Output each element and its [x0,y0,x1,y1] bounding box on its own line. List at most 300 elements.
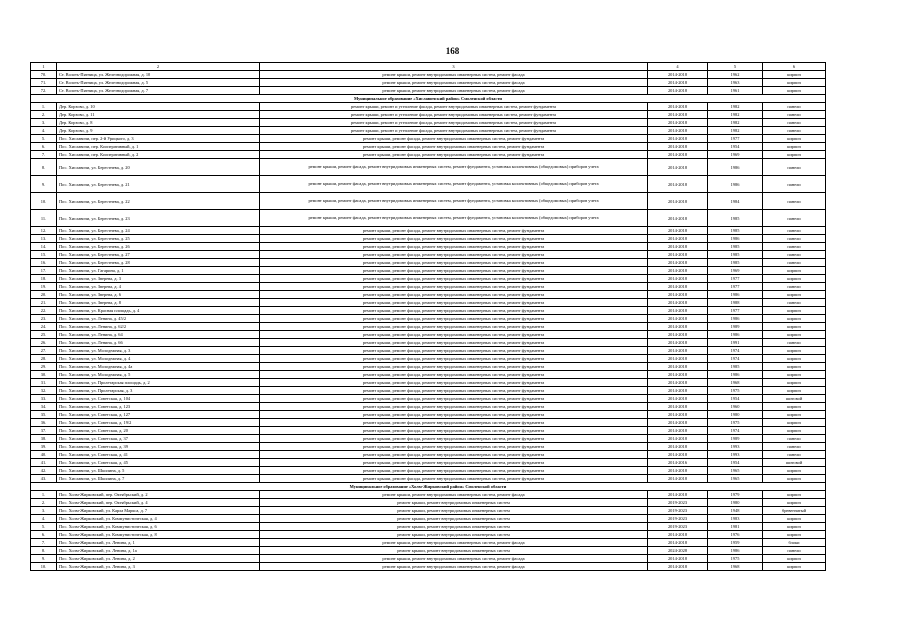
row-number: 24. [31,323,57,331]
work-type-cell: ремонт крыши, ремонт фасада, ремонт внутридомовых инженерных систем, ремонт фундамента [260,267,648,275]
build-year-cell: 1982 [708,127,763,135]
table-row [31,315,826,323]
address-cell: Пос. Хиславичи, ул. Советская, д. 123 [57,403,260,411]
build-year-cell: 1982 [708,119,763,127]
address-cell: Пос. Хиславичи, ул. Советская, д. 20 [57,427,260,435]
address-cell: Пос. Хиславичи, ул. Советская, д. 45 [57,459,260,467]
build-year-cell: 1965 [708,475,763,483]
build-year-cell: 1965 [708,467,763,475]
work-type-cell: ремонт крыши, ремонт фасада, ремонт внутридомовых инженерных систем, ремонт фундамента [260,347,648,355]
period-cell: 2014-2018 [648,347,708,355]
row-number: 9. [31,555,57,563]
wall-material-cell: шитовой [763,395,826,403]
address-cell: Пос. Холм-Жирковский, ул. Коммунистическая, д. 6 [57,523,260,531]
build-year-cell: 1979 [708,491,763,499]
period-cell: 2014-2018 [648,379,708,387]
table-row [31,339,826,347]
table-row [31,151,826,159]
table-row [31,403,826,411]
wall-material-cell: панели [763,227,826,235]
work-type-cell: ремонт крыши, ремонт внутридомовых инженерных систем [260,547,648,555]
work-type-cell: ремонт крыши, ремонт внутридомовых инженерных систем [260,515,648,523]
address-cell: Пос. Хиславичи, ул. Гагарина, д. 1 [57,267,260,275]
table-row [31,451,826,459]
wall-material-cell: кирпич [763,515,826,523]
build-year-cell: 1982 [708,111,763,119]
build-year-cell: 1985 [708,363,763,371]
build-year-cell: 1984 [708,193,763,210]
work-type-cell: ремонт крыши, ремонт внутридомовых инженерных систем, ремонт фасада [260,539,648,547]
wall-material-cell: блоки [763,539,826,547]
row-number: 7. [31,151,57,159]
column-number: 5 [708,63,763,71]
work-type-cell: ремонт крыши, ремонт фасада, ремонт внутридомовых инженерных систем, ремонт фундамента [260,307,648,315]
work-type-cell: ремонт крыши, ремонт внутридомовых инженерных систем, ремонт фасада [260,491,648,499]
build-year-cell: 1969 [708,267,763,275]
wall-material-cell: панели [763,159,826,176]
build-year-cell: 1986 [708,331,763,339]
work-type-cell: ремонт крыши, ремонт фасада, ремонт внутридомовых инженерных систем, ремонт фундамента [260,363,648,371]
period-cell: 2014-2018 [648,127,708,135]
wall-material-cell: кирпич [763,135,826,143]
work-type-cell: ремонт крыши, ремонт внутридомовых инженерных систем, ремонт фасада [260,71,648,79]
address-cell: Пос. Хиславичи, ул. Зверева, д. 4 [57,283,260,291]
work-type-cell: ремонт крыши, ремонт внутридомовых инженерных систем [260,531,648,539]
wall-material-cell: кирпич [763,499,826,507]
row-number: 21. [31,299,57,307]
address-cell: Пос. Хиславичи, ул. Зверева, д. 8 [57,299,260,307]
address-cell: Пос. Холм-Жирковский, ул. Ленина, д. 1а [57,547,260,555]
table-row [31,555,826,563]
table-row [31,227,826,235]
table-row [31,103,826,111]
address-cell: Пос. Хиславичи, ул. Молодежная, д. 4 [57,355,260,363]
work-type-cell: ремонт крыши, ремонт фасада, ремонт внутридомовых инженерных систем, ремонт фундамента [260,467,648,475]
work-type-cell: ремонт крыши, ремонт фасада, ремонт внутридомовых инженерных систем, ремонт фундамента [260,227,648,235]
row-number: 31. [31,379,57,387]
period-cell: 2014-2016 [648,459,708,467]
address-cell: Ст. Волоть-Пятница, ул. Железнодорожная, д. 10 [57,71,260,79]
wall-material-cell: панели [763,435,826,443]
build-year-cell: 1985 [708,259,763,267]
period-cell: 2014-2018 [648,387,708,395]
row-number: 20. [31,291,57,299]
address-cell: Пос. Хиславичи, ул. Молодежная, д. 4а [57,363,260,371]
address-cell: Пос. Хиславичи, пер. Кооперативный, д. 2 [57,151,260,159]
table-row [31,193,826,210]
wall-material-cell: кирпич [763,347,826,355]
address-cell: Пос. Хиславичи, ул. Берестнева, д. 20 [57,159,260,176]
build-year-cell: 1977 [708,307,763,315]
address-cell: Пос. Хиславичи, ул. Советская, д. 37 [57,435,260,443]
build-year-cell: 1986 [708,547,763,555]
address-cell: Дер. Корзово, д. 9 [57,127,260,135]
row-number: 72. [31,87,57,95]
row-number: 28. [31,355,57,363]
period-cell: 2014-2018 [648,451,708,459]
work-type-cell: ремонт крыши, ремонт фасада, ремонт внутридомовых инженерных систем, ремонт фундамента [260,443,648,451]
wall-material-cell: панели [763,547,826,555]
work-type-cell: ремонт крыши, ремонт фасада, ремонт внутридомовых инженерных систем, ремонт фундамента [260,435,648,443]
row-number: 71. [31,79,57,87]
table-row [31,395,826,403]
address-cell: Пос. Хиславичи, ул. Зверева, д. 6 [57,291,260,299]
table-row [31,235,826,243]
address-cell: Пос. Хиславичи, ул. Советская, д. 104 [57,395,260,403]
address-cell: Пос. Холм-Жирковский, ул. Ленина, д. 2 [57,555,260,563]
build-year-cell: 1968 [708,563,763,571]
row-number: 3. [31,119,57,127]
table-row [31,127,826,135]
row-number: 35. [31,411,57,419]
work-type-cell: ремонт крыши, ремонт внутридомовых инженерных систем, ремонт фасада [260,79,648,87]
period-cell: 2014-2018 [648,151,708,159]
table-row [31,283,826,291]
row-number: 25. [31,331,57,339]
table-row [31,563,826,571]
address-cell: Пос. Хиславичи, ул. Шкилина, д. 5 [57,467,260,475]
column-number: 6 [763,63,826,71]
table-row [31,515,826,523]
table-row [31,347,826,355]
build-year-cell: 1975 [708,555,763,563]
build-year-cell: 1989 [708,323,763,331]
period-cell: 2014-2018 [648,176,708,193]
period-cell: 2014-2018 [648,243,708,251]
table-row [31,259,826,267]
period-cell: 2014-2018 [648,475,708,483]
column-number: 4 [648,63,708,71]
address-cell: Пос. Холм-Жирковский, ул. Коммунистическая, д. 4 [57,515,260,523]
address-cell: Пос. Хиславичи, ул. Шкилина, д. 7 [57,475,260,483]
work-type-cell: ремонт крыши, ремонт фасада, ремонт внутридомовых инженерных систем, ремонт фундамента [260,371,648,379]
table-row [31,111,826,119]
wall-material-cell: кирпич [763,467,826,475]
address-cell: Пос. Хиславичи, ул. Пролетарская площадь, д. 2 [57,379,260,387]
work-type-cell: ремонт крыши, ремонт фасада, ремонт внутридомовых инженерных систем, ремонт фундамента [260,315,648,323]
period-cell: 2014-2018 [648,531,708,539]
table-row [31,547,826,555]
work-type-cell: ремонт крыши, ремонт фасада, ремонт внутридомовых инженерных систем, ремонт фундамента, установка коллективных (общедомовых) приборов учета [260,210,648,227]
table-row [31,143,826,151]
period-cell: 2014-2018 [648,371,708,379]
row-number: 15. [31,251,57,259]
build-year-cell: 1954 [708,143,763,151]
build-year-cell: 1974 [708,427,763,435]
wall-material-cell: кирпич [763,291,826,299]
period-cell: 2014-2018 [648,267,708,275]
table-row [31,387,826,395]
period-cell: 2014-2018 [648,259,708,267]
table-row [31,523,826,531]
work-type-cell: ремонт крыши, ремонт фасада, ремонт внутридомовых инженерных систем, ремонт фундамента [260,251,648,259]
row-number: 13. [31,235,57,243]
address-cell: Пос. Хиславичи, ул. Красная площадь, д. 4 [57,307,260,315]
build-year-cell: 1959 [708,539,763,547]
build-year-cell: 1975 [708,387,763,395]
table-row [31,119,826,127]
table-row [31,307,826,315]
address-cell: Ст. Волоть-Пятница, ул. Железнодорожная, д. 7 [57,87,260,95]
address-cell: Пос. Хиславичи, ул. Ленина, д. 45/2 [57,315,260,323]
table-row [31,443,826,451]
table-row [31,435,826,443]
period-cell: 2019-2023 [648,523,708,531]
row-number: 19. [31,283,57,291]
work-type-cell: ремонт крыши, ремонт и утепление фасада, ремонт внутридомовых инженерных систем, ремонт фундамента [260,127,648,135]
row-number: 70. [31,71,57,79]
build-year-cell: 1974 [708,347,763,355]
work-type-cell: ремонт крыши, ремонт фасада, ремонт внутридомовых инженерных систем, ремонт фундамента, установка коллективных (общедомовых) приборов учета [260,159,648,176]
build-year-cell: 1977 [708,135,763,143]
period-cell: 2014-2018 [648,467,708,475]
build-year-cell: 1993 [708,451,763,459]
address-cell: Пос. Хиславичи, пер. Кооперативный, д. 1 [57,143,260,151]
work-type-cell: ремонт крыши, ремонт фасада, ремонт внутридомовых инженерных систем, ремонт фундамента [260,235,648,243]
row-number: 42. [31,467,57,475]
build-year-cell: 1982 [708,103,763,111]
wall-material-cell: панели [763,210,826,227]
period-cell: 2014-2018 [648,291,708,299]
row-number: 7. [31,539,57,547]
table-row [31,379,826,387]
wall-material-cell: панели [763,193,826,210]
period-cell: 2014-2018 [648,323,708,331]
wall-material-cell: бревенчатый [763,507,826,515]
wall-material-cell: кирпич [763,379,826,387]
row-number: 18. [31,275,57,283]
period-cell: 2014-2018 [648,251,708,259]
build-year-cell: 1960 [708,403,763,411]
housing-repair-table [30,62,826,571]
wall-material-cell: кирпич [763,267,826,275]
period-cell: 2014-2018 [648,539,708,547]
row-number: 6. [31,143,57,151]
wall-material-cell: кирпич [763,531,826,539]
column-number: 2 [57,63,260,71]
wall-material-cell: кирпич [763,555,826,563]
page-number: 168 [445,46,460,56]
period-cell: 2014-2018 [648,103,708,111]
table-row [31,371,826,379]
table-row [31,539,826,547]
section-title: Муниципальное образование «Хиславичский район» Смоленской области [31,95,826,103]
address-cell: Пос. Холм-Жирковский, пер. Октябрьский, д. 2 [57,491,260,499]
row-number: 38. [31,435,57,443]
work-type-cell: ремонт крыши, ремонт фасада, ремонт внутридомовых инженерных систем, ремонт фундамента [260,323,648,331]
row-number: 2. [31,499,57,507]
work-type-cell: ремонт крыши, ремонт фасада, ремонт внутридомовых инженерных систем, ремонт фундамента [260,475,648,483]
work-type-cell: ремонт крыши, ремонт фасада, ремонт внутридомовых инженерных систем, ремонт фундамента, установка коллективных (общедомовых) приборов учета [260,193,648,210]
wall-material-cell: панели [763,103,826,111]
row-number: 5. [31,135,57,143]
address-cell: Пос. Хиславичи, ул. Берестнева, д. 26 [57,243,260,251]
period-cell: 2014-2018 [648,491,708,499]
period-cell: 2014-2018 [648,331,708,339]
wall-material-cell: кирпич [763,419,826,427]
work-type-cell: ремонт крыши, ремонт фасада, ремонт внутридомовых инженерных систем, ремонт фундамента [260,411,648,419]
work-type-cell: ремонт крыши, ремонт фасада, ремонт внутридомовых инженерных систем, ремонт фундамента [260,283,648,291]
wall-material-cell: панели [763,283,826,291]
wall-material-cell: панели [763,127,826,135]
period-cell: 2019-2023 [648,499,708,507]
wall-material-cell: панели [763,451,826,459]
work-type-cell: ремонт крыши, ремонт фасада, ремонт внутридомовых инженерных систем, ремонт фундамента [260,275,648,283]
wall-material-cell: панели [763,443,826,451]
build-year-cell: 1986 [708,176,763,193]
wall-material-cell: кирпич [763,71,826,79]
work-type-cell: ремонт крыши, ремонт внутридомовых инженерных систем [260,507,648,515]
table-row [31,267,826,275]
work-type-cell: ремонт крыши, ремонт и утепление фасада, ремонт внутридомовых инженерных систем, ремонт фундамента [260,111,648,119]
table-row [31,176,826,193]
wall-material-cell: кирпич [763,523,826,531]
table-row [31,363,826,371]
row-number: 36. [31,419,57,427]
period-cell: 2014-2018 [648,111,708,119]
period-cell: 2014-2018 [648,355,708,363]
wall-material-cell: кирпич [763,87,826,95]
row-number: 40. [31,451,57,459]
work-type-cell: ремонт крыши, ремонт внутридомовых инженерных систем, ремонт фасада [260,555,648,563]
period-cell: 2014-2018 [648,79,708,87]
work-type-cell: ремонт крыши, ремонт внутридомовых инженерных систем, ремонт фасада [260,563,648,571]
table-row [31,331,826,339]
build-year-cell: 1985 [708,227,763,235]
period-cell: 2024-2028 [648,547,708,555]
build-year-cell: 1977 [708,283,763,291]
table-row [31,419,826,427]
build-year-cell: 1983 [708,515,763,523]
period-cell: 2014-2018 [648,210,708,227]
period-cell: 2014-2018 [648,235,708,243]
period-cell: 2014-2018 [648,87,708,95]
wall-material-cell: кирпич [763,427,826,435]
row-number: 6. [31,531,57,539]
wall-material-cell: панели [763,339,826,347]
row-number: 8. [31,547,57,555]
build-year-cell: 1977 [708,275,763,283]
work-type-cell: ремонт крыши, ремонт фасада, ремонт внутридомовых инженерных систем, ремонт фундамента [260,459,648,467]
column-number: 1 [31,63,57,71]
wall-material-cell: кирпич [763,411,826,419]
period-cell: 2014-2018 [648,435,708,443]
build-year-cell: 1962 [708,71,763,79]
wall-material-cell: кирпич [763,79,826,87]
table-row [31,299,826,307]
wall-material-cell: панели [763,111,826,119]
table-row [31,531,826,539]
wall-material-cell: кирпич [763,315,826,323]
period-cell: 2014-2018 [648,159,708,176]
period-cell: 2014-2018 [648,419,708,427]
period-cell: 2014-2018 [648,443,708,451]
row-number: 10. [31,193,57,210]
wall-material-cell: кирпич [763,475,826,483]
period-cell: 2014-2018 [648,427,708,435]
wall-material-cell: кирпич [763,151,826,159]
wall-material-cell: панели [763,299,826,307]
row-number: 43. [31,475,57,483]
address-cell: Пос. Холм-Жирковский, ул. Коммунистическая, д. 8 [57,531,260,539]
wall-material-cell: кирпич [763,143,826,151]
table-row [31,459,826,467]
work-type-cell: ремонт крыши, ремонт фасада, ремонт внутридомовых инженерных систем, ремонт фундамента [260,291,648,299]
work-type-cell: ремонт крыши, ремонт внутридомовых инженерных систем [260,499,648,507]
period-cell: 2014-2018 [648,143,708,151]
address-cell: Пос. Хиславичи, ул. Пролетарская, д. 3 [57,387,260,395]
work-type-cell: ремонт крыши, ремонт фасада, ремонт внутридомовых инженерных систем, ремонт фундамента [260,243,648,251]
work-type-cell: ремонт крыши, ремонт фасада, ремонт внутридомовых инженерных систем, ремонт фундамента [260,135,648,143]
wall-material-cell: кирпич [763,307,826,315]
address-cell: Ст. Волоть-Пятница, ул. Железнодорожная, д. 5 [57,79,260,87]
address-cell: Пос. Холм-Жирковский, пер. Октябрьский, д. 4 [57,499,260,507]
period-cell: 2014-2018 [648,135,708,143]
wall-material-cell: кирпич [763,331,826,339]
wall-material-cell: кирпич [763,323,826,331]
address-cell: Дер. Корзово, д. 10 [57,103,260,111]
build-year-cell: 1993 [708,443,763,451]
address-cell: Пос. Хиславичи, ул. Берестнева, д. 27 [57,251,260,259]
work-type-cell: ремонт крыши, ремонт фасада, ремонт внутридомовых инженерных систем, ремонт фундамента [260,395,648,403]
section-title: Муниципальное образование «Холм-Жирковский район» Смоленской области [31,483,826,491]
build-year-cell: 1985 [708,251,763,259]
build-year-cell: 1988 [708,299,763,307]
row-number: 4. [31,515,57,523]
work-type-cell: ремонт крыши, ремонт фасада, ремонт внутридомовых инженерных систем, ремонт фундамента [260,143,648,151]
address-cell: Пос. Холм-Жирковский, ул. Карла Маркса, д. 7 [57,507,260,515]
address-cell: Пос. Хиславичи, ул. Советская, д. 127 [57,411,260,419]
build-year-cell: 1974 [708,355,763,363]
table-row [31,499,826,507]
address-cell: Пос. Хиславичи, ул. Ленина, д. 62/2 [57,323,260,331]
wall-material-cell: панели [763,251,826,259]
work-type-cell: ремонт крыши, ремонт фасада, ремонт внутридомовых инженерных систем, ремонт фундамента [260,451,648,459]
build-year-cell: 1968 [708,379,763,387]
column-number-row [31,63,826,71]
work-type-cell: ремонт крыши, ремонт фасада, ремонт внутридомовых инженерных систем, ремонт фундамента [260,151,648,159]
build-year-cell: 1975 [708,419,763,427]
row-number: 2. [31,111,57,119]
row-number: 10. [31,563,57,571]
period-cell: 2014-2018 [648,275,708,283]
period-cell: 2014-2018 [648,555,708,563]
table-row [31,87,826,95]
wall-material-cell: панели [763,243,826,251]
row-number: 26. [31,339,57,347]
table-row [31,355,826,363]
wall-material-cell: кирпич [763,363,826,371]
row-number: 12. [31,227,57,235]
section-header-row [31,95,826,103]
build-year-cell: 1986 [708,371,763,379]
period-cell: 2014-2018 [648,193,708,210]
table-row [31,491,826,499]
table-row [31,251,826,259]
row-number: 3. [31,507,57,515]
row-number: 39. [31,443,57,451]
table-row [31,210,826,227]
address-cell: Пос. Хиславичи, ул. Берестнева, д. 25 [57,235,260,243]
period-cell: 2014-2018 [648,283,708,291]
work-type-cell: ремонт крыши, ремонт фасада, ремонт внутридомовых инженерных систем, ремонт фундамента [260,419,648,427]
period-cell: 2014-2018 [648,307,708,315]
build-year-cell: 1963 [708,79,763,87]
address-cell: Пос. Хиславичи, ул. Берестнева, д. 23 [57,210,260,227]
wall-material-cell: кирпич [763,387,826,395]
table-row [31,323,826,331]
period-cell: 2014-2018 [648,403,708,411]
